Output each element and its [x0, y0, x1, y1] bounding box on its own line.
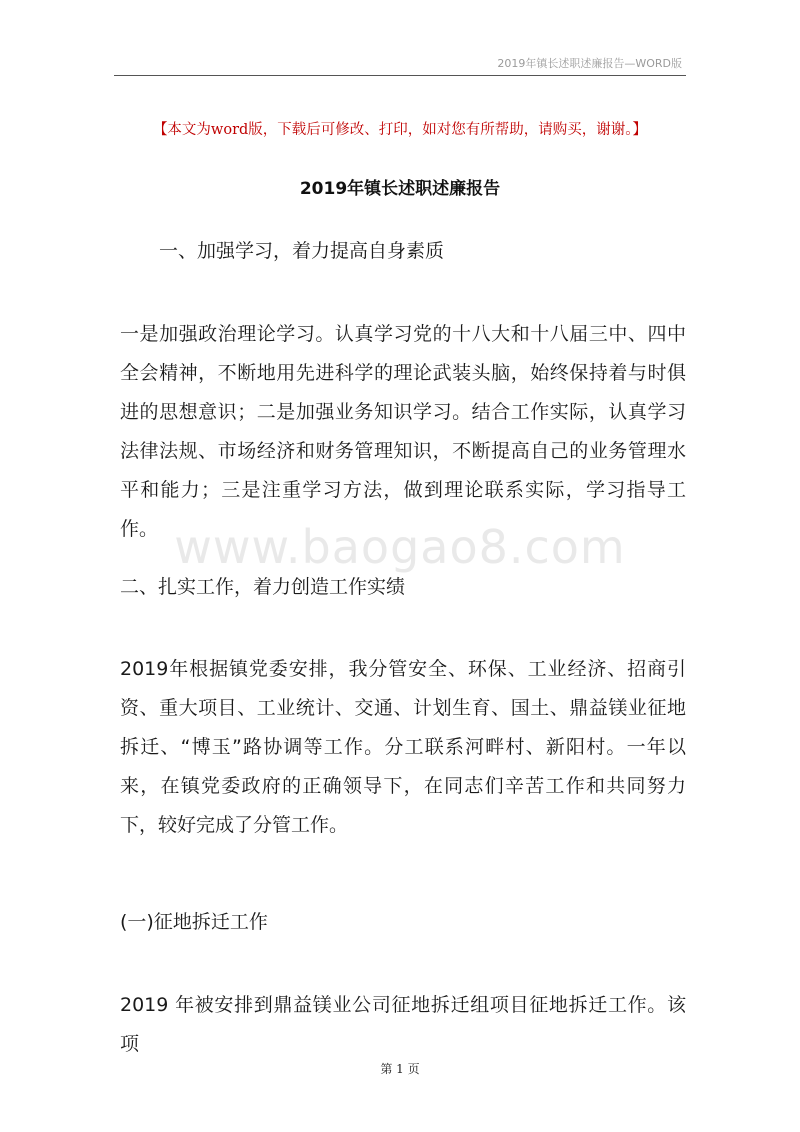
subsection-heading-1: (一)征地拆迁工作	[120, 911, 268, 933]
section-heading-1: 一、加强学习，着力提高自身素质	[159, 240, 445, 262]
section-heading-2: 二、扎实工作，着力创造工作实绩	[120, 576, 406, 598]
page-number: 第 1 页	[380, 1062, 420, 1076]
document-title: 2019年镇长述职述廉报告	[299, 179, 501, 199]
paragraph-3: 2019 年被安排到鼎益镁业公司征地拆迁组项目征地拆迁工作。该项	[120, 994, 686, 1055]
paragraph-1: 一是加强政治理论学习。认真学习党的十八大和十八届三中、四中全会精神，不断地用先进科学的理论武装头脑，始终保持着与时俱进的思想意识；二是加强业务知识学习。结合工作实际，认真学习法律法规、市场经济和财务管理知识，不断提高自己的业务管理水平和能力；三是注重学习方法，做到理论联系实际，学习指导工作。	[120, 323, 686, 540]
running-header: 2019年镇长述职述廉报告—WORD版	[497, 57, 682, 70]
header-divider	[114, 75, 686, 76]
download-notice: 【本文为word版，下载后可修改、打印，如对您有所帮助，请购买，谢谢。】	[152, 122, 648, 138]
paragraph-2: 2019年根据镇党委安排，我分管安全、环保、工业经济、招商引资、重大项目、工业统计、交通、计划生育、国土、鼎益镁业征地拆迁、“博玉”路协调等工作。分工联系河畔村、新阳村。一年以来，在镇党委政府的正确领导下，在同志们辛苦工作和共同努力下，较好完成了分管工作。	[120, 658, 686, 836]
watermark: www.baogao8.com	[174, 520, 626, 574]
